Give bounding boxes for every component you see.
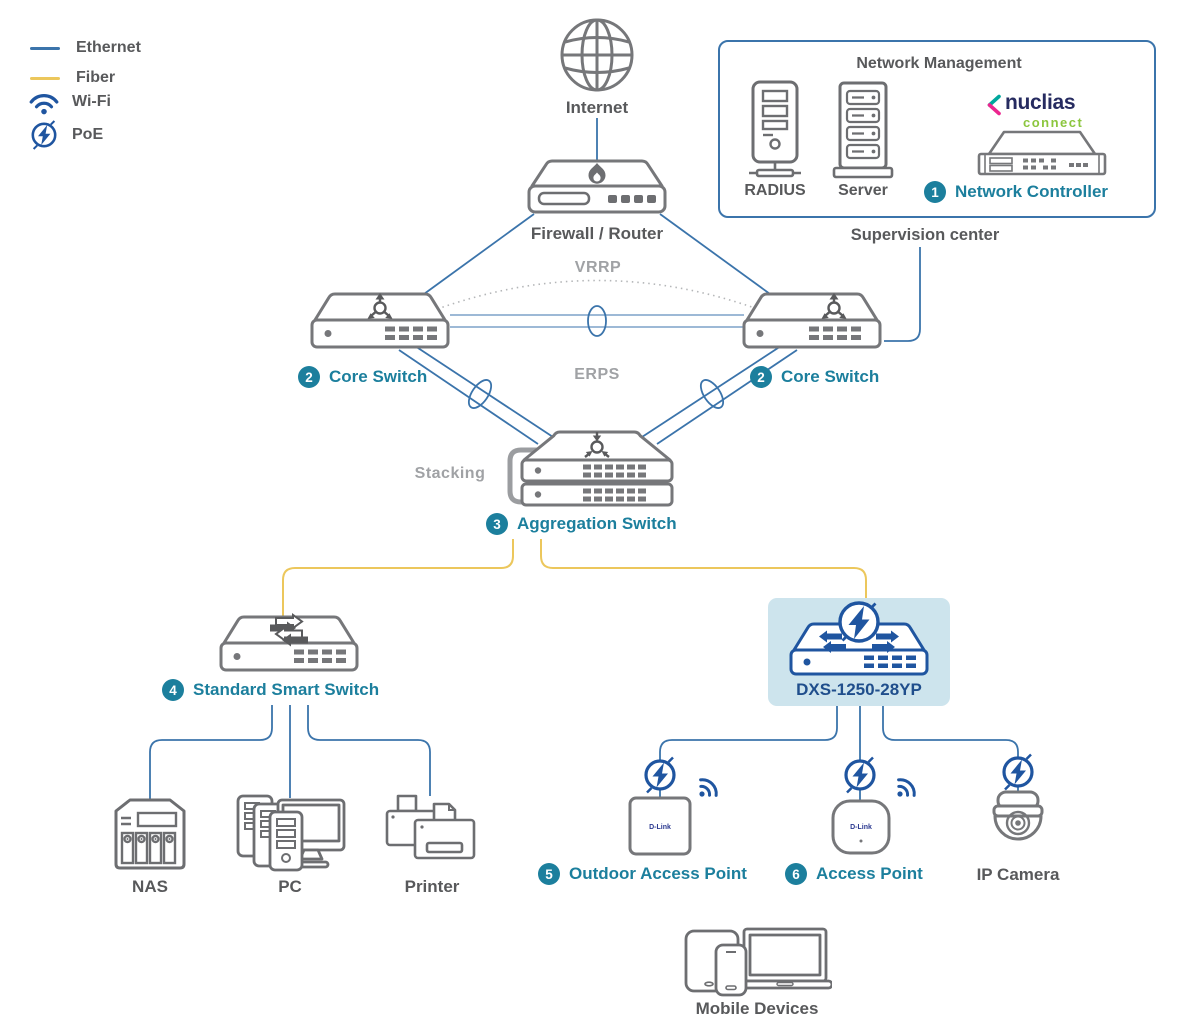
ip-camera-label: IP Camera [976,865,1060,884]
internet-label: Internet [565,98,629,117]
core-switch-left-row [298,366,427,388]
nas-icon [108,797,192,871]
network-management-box [718,40,1156,218]
dlink-brand-text: D-Link [850,824,872,831]
poe-icon [28,119,60,151]
legend-row-poe [28,119,103,151]
smart-switch-label: Standard Smart Switch [193,680,380,699]
erps-label: ERPS [574,366,620,383]
link-smartswitch-printer [308,705,430,796]
controller-number-badge: 1 [924,181,946,203]
network-controller-icon [977,129,1107,179]
aggregation-switch-label: Aggregation Switch [517,514,677,533]
aggregation-number-badge: 3 [486,513,508,535]
core-switch-right-row [750,366,879,388]
lag-ring-right [696,376,727,411]
mobile-devices-label: Mobile Devices [695,999,819,1018]
radius-label: RADIUS [744,182,806,199]
nuclias-chevron-icon [986,94,1002,116]
legend-row-wifi [28,89,111,115]
link-smartswitch-nas [150,705,272,800]
legend-label-wifi: Wi-Fi [72,93,111,110]
nuclias-brand-text: nuclias [1005,91,1076,114]
link-dxs-outdoor-ap [660,706,837,761]
poe-icon-access-point [840,755,880,795]
network-management-title: Network Management [856,55,1022,72]
smart-switch-row [162,679,379,701]
firewall-label: Firewall / Router [530,224,664,243]
printer-icon [382,792,482,870]
nuclias-connect-text: connect [1023,115,1084,130]
core-switch-left-icon [305,290,455,354]
core-switch-right-icon [737,290,887,354]
ethernet-line-swatch [30,47,60,50]
link-dxs-ip-camera [883,706,1018,758]
poe-icon-ip-camera [998,752,1038,792]
core-switch-left-label: Core Switch [329,367,428,386]
printer-label: Printer [404,877,460,896]
access-point-row [785,863,923,885]
internet-globe-icon [552,16,642,94]
dxs-label: DXS-1250-28YP [796,680,922,699]
pc-label: PC [278,877,302,896]
smart-switch-number-badge: 4 [162,679,184,701]
legend-label-poe: PoE [72,126,104,143]
outdoor-access-point-icon [627,795,693,857]
dlink-brand-text: D-Link [649,824,671,831]
link-core-supervision [884,247,920,341]
server-label: Server [838,182,888,199]
access-point-icon [830,798,892,856]
core-left-number-badge: 2 [298,366,320,388]
supervision-center-label: Supervision center [850,226,1000,244]
core-switch-right-label: Core Switch [781,367,880,386]
poe-icon [840,603,878,641]
access-point-label: Access Point [816,864,923,883]
poe-icon-outdoor-ap [640,755,680,795]
nas-label: NAS [132,877,168,896]
network-controller-label: Network Controller [955,182,1109,201]
link-core-core-lag [450,315,744,327]
mobile-devices-icon [682,925,832,997]
legend-label-ethernet: Ethernet [76,39,141,56]
fiber-line-swatch [30,77,60,80]
outdoor-ap-number-badge: 5 [538,863,560,885]
fiber-aggregation-dxs [541,539,866,598]
server-icon [828,80,898,180]
firewall-router-icon [522,158,672,216]
network-controller-row [924,181,1108,203]
access-point-number-badge: 6 [785,863,807,885]
link-firewall-core-left [424,214,534,294]
legend-label-fiber: Fiber [76,69,116,86]
fiber-aggregation-smartswitch [283,539,513,617]
wifi-icon [28,89,60,115]
dxs-switch-icon [784,600,934,678]
aggregation-switch-icon [497,428,677,508]
ip-camera-icon [986,790,1050,852]
radius-server-icon [740,80,810,180]
vrrp-label: VRRP [574,259,622,276]
legend-row-fiber [30,69,115,87]
stacking-label: Stacking [414,465,486,482]
aggregation-switch-row [486,513,677,535]
wifi-signal-icon-outdoor [688,770,724,804]
pc-icon [230,790,350,874]
legend-row-ethernet [30,39,141,57]
lag-ring-core [588,306,606,336]
core-right-number-badge: 2 [750,366,772,388]
outdoor-ap-label: Outdoor Access Point [569,864,747,883]
link-firewall-core-right [660,214,770,294]
smart-switch-icon [214,613,364,677]
outdoor-ap-row [538,863,747,885]
